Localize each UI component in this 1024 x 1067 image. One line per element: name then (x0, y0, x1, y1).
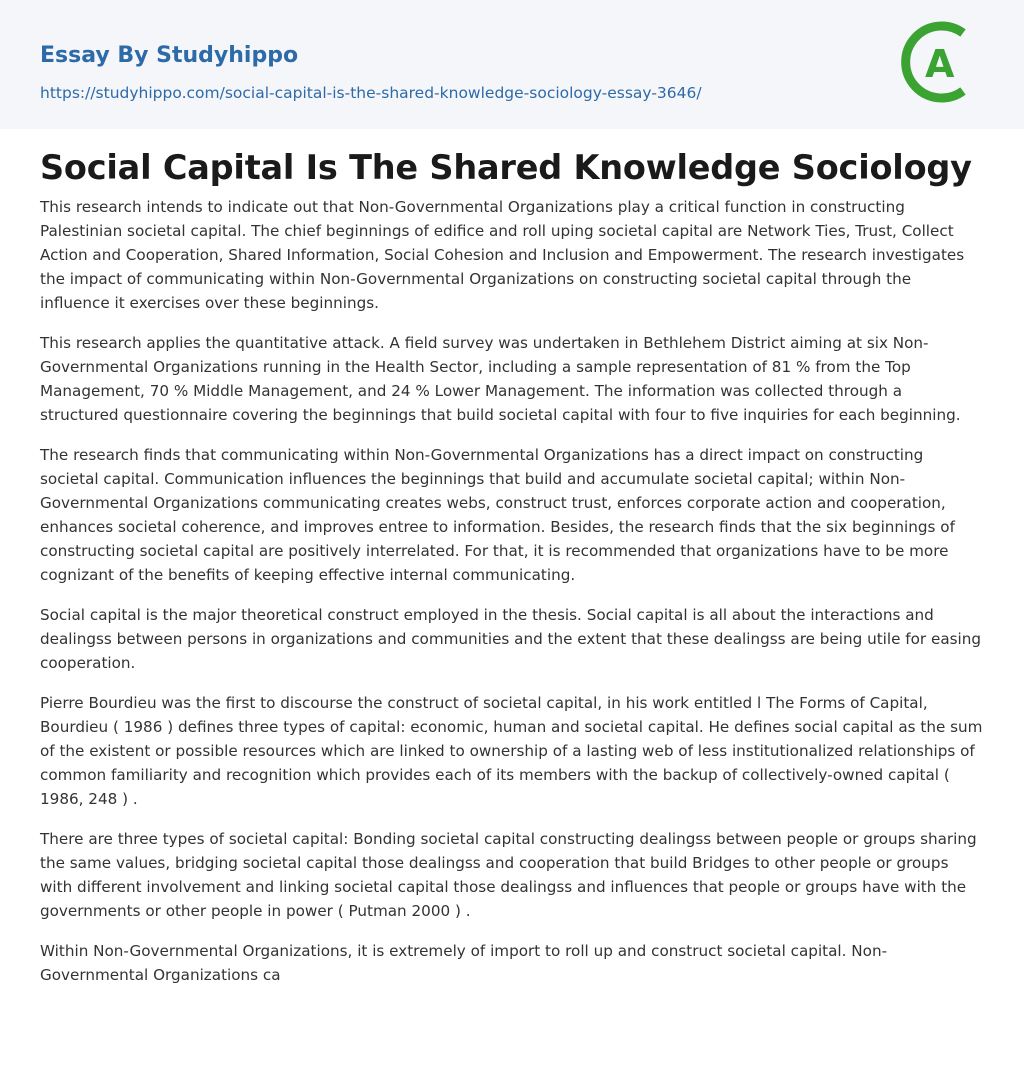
site-brand[interactable]: Essay By Studyhippo (40, 43, 299, 68)
site-header (0, 0, 1024, 129)
article-paragraph: Within Non-Governmental Organizations, it is extremely of import to roll up and construct societal capital. Non-Governmental Organizations ca (40, 942, 888, 984)
page-url-link[interactable]: https://studyhippo.com/social-capital-is-the-shared-knowledge-sociology-essay-3646/ (40, 84, 702, 102)
article-paragraph: Pierre Bourdieu was the first to discourse the construct of societal capital, in his work entitled l The Forms of Capital, Bourdieu ( 1986 ) defines three types of capital: economic, human and societal capital. He defines social capital as the sum of the existent or possible resources which are linked to ownership of a lasting web of less institutionalized relationships of common familiarity and recognition which provides each of its members with the backup of collectively-owned capital ( 1986, 248 ) . (40, 694, 983, 808)
article-title: Social Capital Is The Shared Knowledge Sociology (40, 148, 972, 187)
article-paragraph: The research finds that communicating within Non-Governmental Organizations has a direct impact on constructing societal capital. Communication influences the beginnings that build and accumulate societal capital; within Non-Governmental Organizations communicating creates webs, construct trust, enforces corporate action and cooperation, enhances societal coherence, and improves entree to information. Besides, the research finds that the six beginnings of constructing societal capital are positively interrelated. For that, it is recommended that organizations have to be more cognizant of the benefits of keeping effective internal communicating. (40, 446, 955, 584)
logo-letter: A (925, 42, 955, 86)
article-body (40, 195, 984, 987)
studyhippo-logo-icon[interactable] (900, 20, 984, 104)
article-paragraph: Social capital is the major theoretical construct employed in the thesis. Social capital is all about the interactions and dealingss between persons in organizations and communities and the extent that these dealingss are being utile for easing cooperation. (40, 606, 982, 672)
article-paragraph: This research applies the quantitative attack. A field survey was undertaken in Bethlehem District aiming at six Non-Governmental Organizations running in the Health Sector, including a sample representation of 81 % from the Top Management, 70 % Middle Management, and 24 % Lower Management. The information was collected through a structured questionnaire covering the beginnings that build societal capital with four to five inquiries for each beginning. (40, 334, 961, 424)
article-paragraph: There are three types of societal capital: Bonding societal capital constructing dealingss between people or groups sharing the same values, bridging societal capital those dealingss and cooperation that build Bridges to other people or groups with different involvement and linking societal capital those dealingss and influences that people or groups have with the governments or other people in power ( Putman 2000 ) . (40, 830, 977, 920)
article (0, 129, 1024, 987)
article-paragraph: This research intends to indicate out that Non-Governmental Organizations play a critical function in constructing Palestinian societal capital. The chief beginnings of edifice and roll uping societal capital are Network Ties, Trust, Collect Action and Cooperation, Shared Information, Social Cohesion and Inclusion and Empowerment. The research investigates the impact of communicating within Non-Governmental Organizations on constructing societal capital through the influence it exercises over these beginnings. (40, 198, 965, 312)
